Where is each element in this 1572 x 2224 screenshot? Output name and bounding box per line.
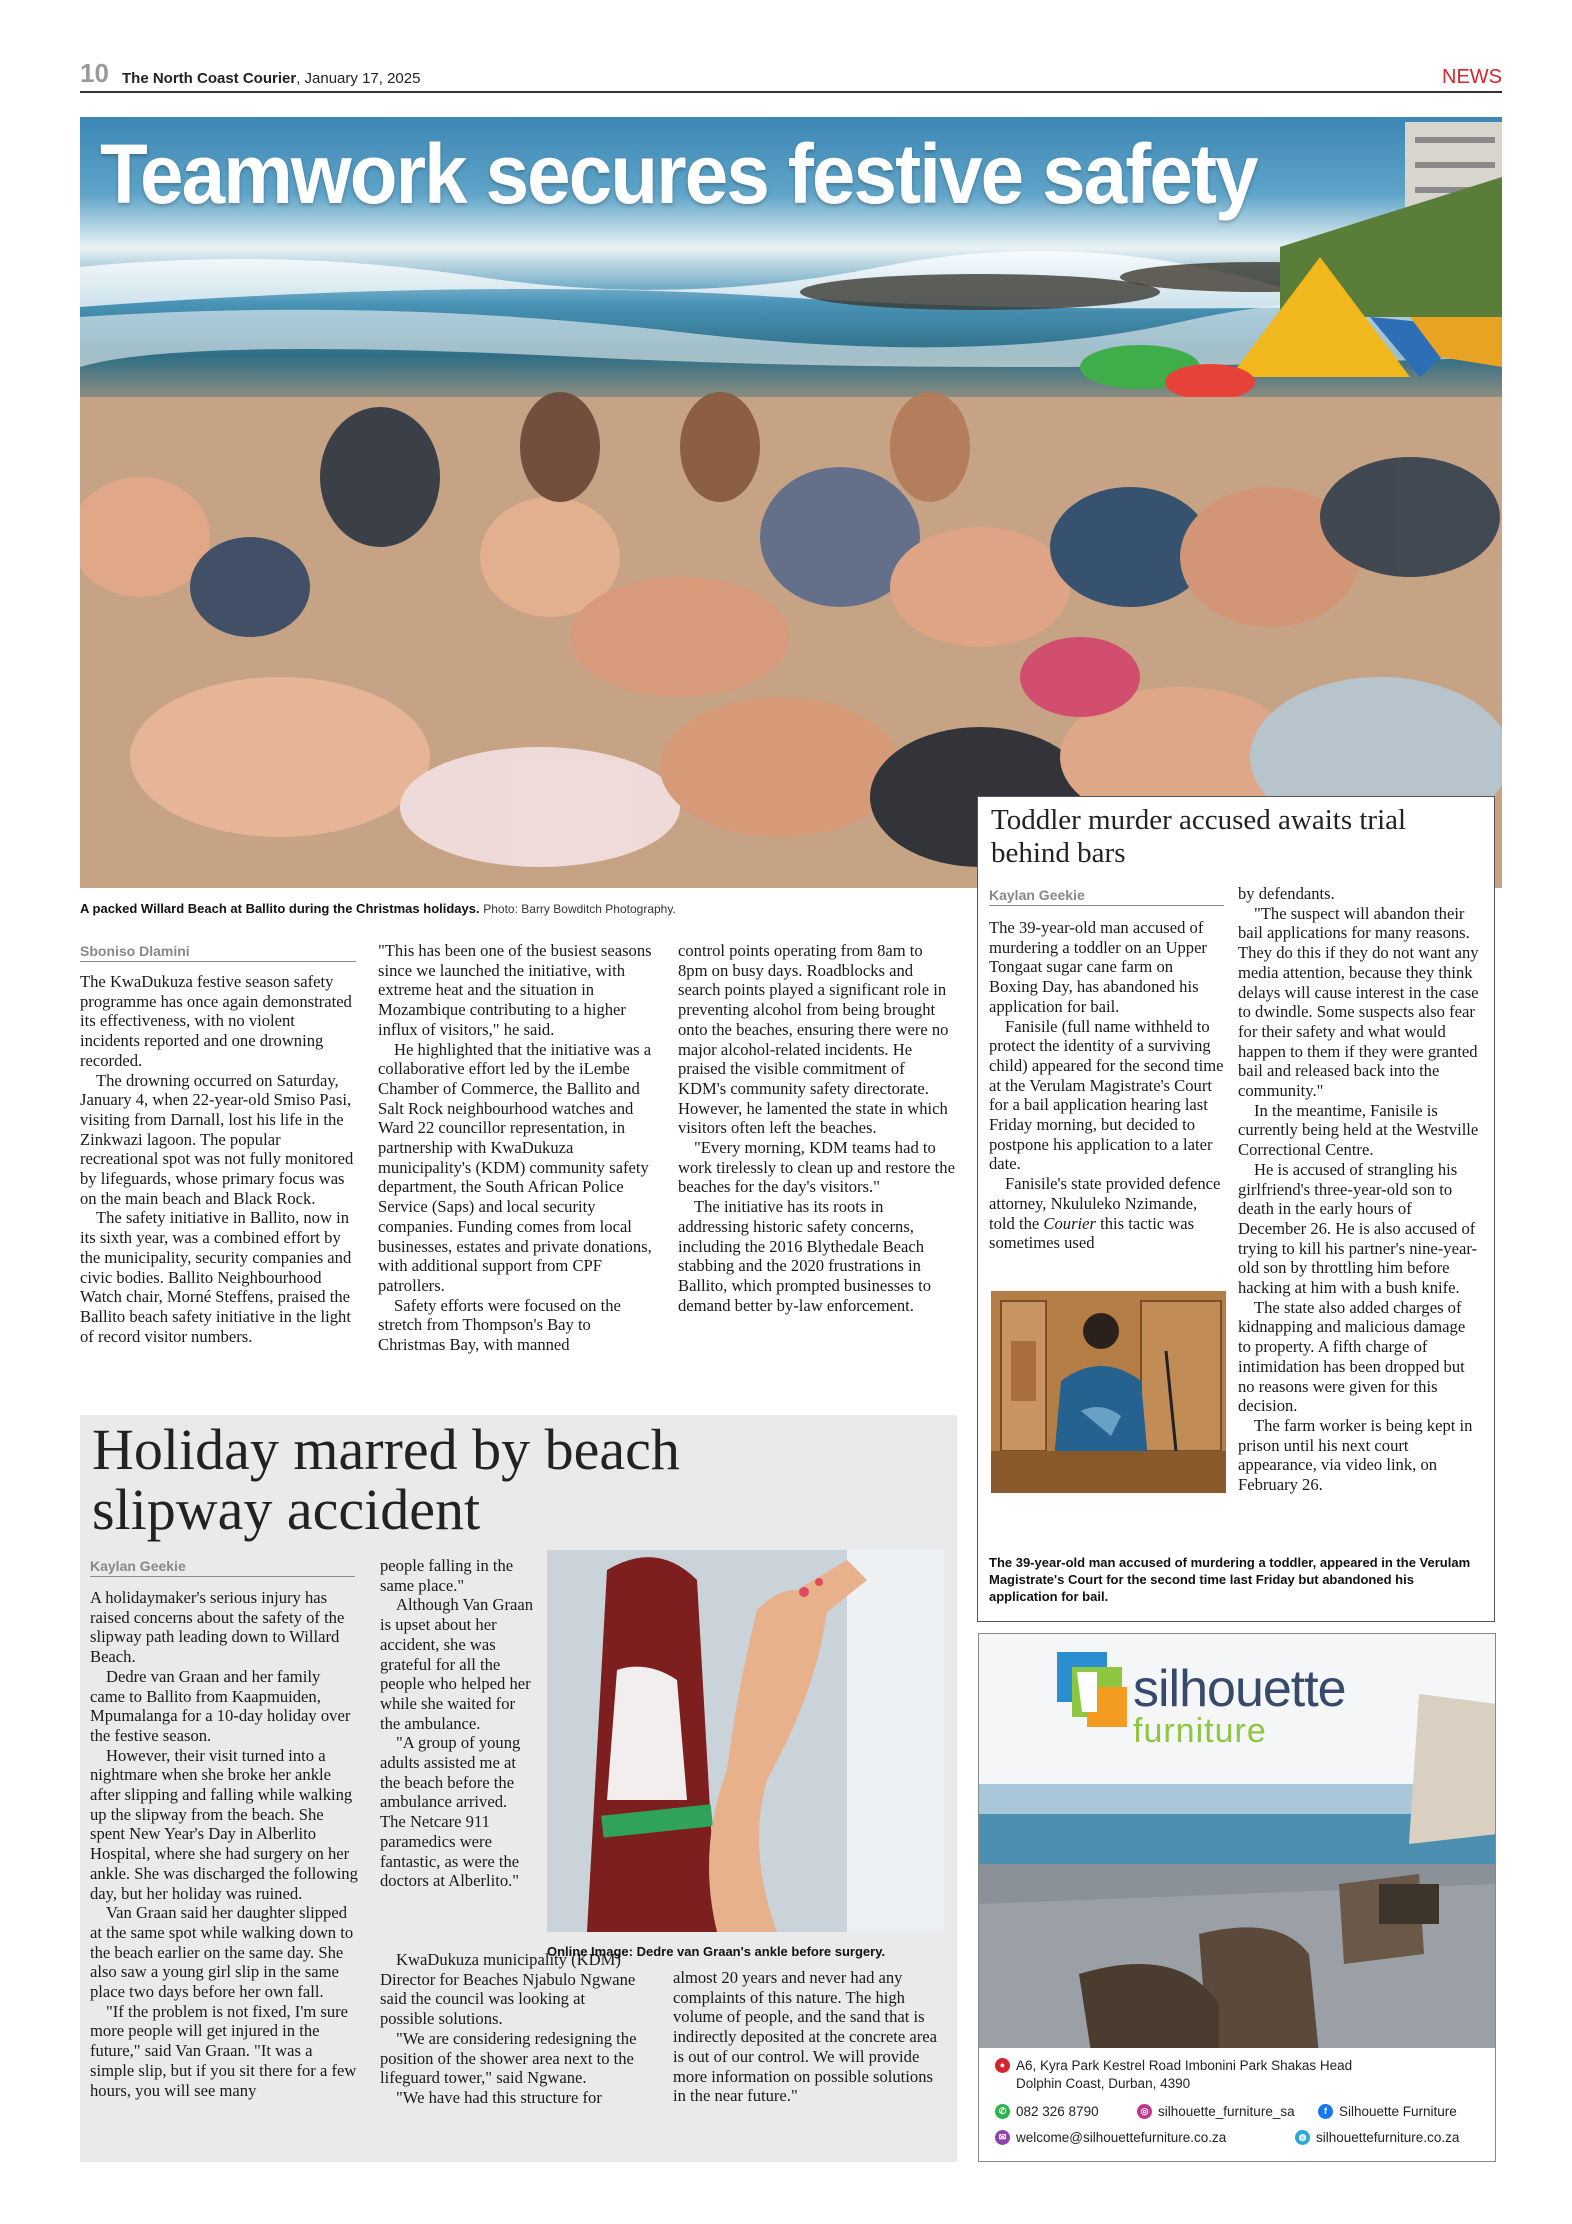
- lead-column-3: [678, 941, 956, 1315]
- lead-paragraph: The safety initiative in Ballito, now in its sixth year, was a combined effort by the municipality, security companies and civic bodies. Ballito Neighbourhood Watch chair, Morné Steffens, praised the Ballito beach safety initiative in the light of record visitor numbers.: [80, 1208, 352, 1346]
- lead-photo-credit: Photo: Barry Bowditch Photography.: [483, 902, 676, 916]
- lead-column-2: [378, 941, 654, 1355]
- court-photo-caption: The 39-year-old man accused of murdering a toddler, appeared in the Verulam Magistrate's Court for the second time last Friday but abandoned his application for bail.: [989, 1555, 1471, 1604]
- advert-address-row-2: [1016, 2076, 1190, 2091]
- lead-paragraph: "Every morning, KDM teams had to work tirelessly to clean up and restore the beaches for the day's visitors.": [678, 1138, 955, 1197]
- lead-paragraph: The drowning occurred on Saturday, January 4, when 22-year-old Smiso Pasi, visiting from Darnall, lost his life in the Zinkwazi lagoon. The popular recreational spot was not fully monitored by lifeguards, whose primary focus was on the main beach and Black Rock.: [80, 1070, 354, 1208]
- court-illustration: [991, 1291, 1226, 1493]
- toddler-text: Fanisile's state provided defence attorney, Nkululeko Nzimande, told the: [989, 1174, 1221, 1233]
- toddler-headline: Toddler murder accused awaits trial behind bars: [991, 804, 1407, 869]
- toddler-paragraph: The farm worker is being kept in prison until his next court appearance, via video link, on February 26.: [1238, 1415, 1473, 1495]
- holiday-paragraph: Dedre van Graan and her family came to Ballito from Kaapmuiden, Mpumalanga for a 10-day holiday over the festive season.: [90, 1666, 351, 1745]
- facebook-icon: f: [1318, 2104, 1333, 2119]
- toddler-column-1: [989, 918, 1225, 1253]
- ankle-photo: [547, 1550, 944, 1932]
- toddler-byline: Kaylan Geekie: [989, 887, 1224, 906]
- lead-paragraph: The initiative has its roots in addressing historic safety concerns, including the 2016 Blythedale Beach stabbing and the 2020 frustrations in Ballito, which prompted businesses to demand better by-law enforcement.: [678, 1197, 932, 1315]
- toddler-paragraph: [989, 1174, 1225, 1253]
- toddler-paragraph: Fanisile (full name withheld to protect the identity of a surviving child) appeared for the second time at the Verulam Magistrate's Court for a bail application hearing last Friday morning, but decided to postpone his application to a later date.: [989, 1016, 1224, 1174]
- advert-website[interactable]: silhouettefurniture.co.za: [1316, 2130, 1460, 2145]
- lead-photo-caption: [80, 901, 676, 916]
- toddler-paragraph: by defendants.: [1238, 884, 1335, 903]
- advert-brand-sub: furniture: [1133, 1712, 1267, 1750]
- advert-address-line2: Dolphin Coast, Durban, 4390: [1016, 2076, 1191, 2091]
- court-photo: [991, 1291, 1226, 1493]
- holiday-paragraph: However, their visit turned into a nightmare when she broke her ankle after slipping and falling while walking up the slipway from the beach. She spent New Year's Day in Alberlito Hospital, where she had surgery on her ankle. She was discharged the following day, but her holiday was ruined.: [90, 1745, 358, 1903]
- advert-facebook[interactable]: Silhouette Furniture: [1339, 2104, 1457, 2119]
- publication-date: January 17, 2025: [304, 70, 421, 87]
- advert-instagram-row: [1137, 2104, 1295, 2119]
- toddler-column-2: [1238, 884, 1480, 1495]
- holiday-headline: Holiday marred by beach slipway accident: [92, 1417, 680, 1542]
- holiday-paragraph: almost 20 years and never had any complaints of this nature. The high volume of people, and the sand that is indirectly deposited at the concrete area is out of our control. We will provide more information on possible solutions in the near future.": [673, 1968, 937, 2106]
- holiday-paragraph: A holidaymaker's serious injury has raised concerns about the safety of the slipway path leading down to Willard Beach.: [90, 1588, 345, 1667]
- instagram-icon: ◎: [1137, 2104, 1152, 2119]
- holiday-column-2b: [380, 1950, 640, 2108]
- lead-paragraph: control points operating from 8am to 8pm on busy days. Roadblocks and search points played a significant role in preventing alcohol from being brought onto the beaches, ensuring there were no major alcohol-related incidents. He praised the visible commitment of KDM's community safety directorate. However, he lamented the state in which visitors often left the beaches.: [678, 941, 949, 1138]
- toddler-paragraph: The 39-year-old man accused of murdering a toddler on an Upper Tongaat sugar cane farm on Boxing Day, has abandoned his application for bail.: [989, 918, 1207, 1016]
- advert-instagram[interactable]: silhouette_furniture_sa: [1158, 2104, 1295, 2119]
- lead-paragraph: The KwaDukuza festive season safety programme has once again demonstrated its effectiveness, with no violent incidents reported and one drowning recorded.: [80, 972, 352, 1070]
- beach-crowd-photo: [80, 117, 1502, 888]
- advert-brand: silhouette: [1133, 1660, 1346, 1718]
- toddler-paragraph: The state also added charges of kidnapping and malicious damage to property. A fifth charge of intimidation has been dropped but no reasons were given for this decision.: [1238, 1297, 1466, 1416]
- advert-email[interactable]: welcome@silhouettefurniture.co.za: [1016, 2130, 1227, 2145]
- publication-line: The North Coast Courier, January 17, 2025: [122, 70, 421, 87]
- lead-headline: Teamwork secures festive safety: [100, 127, 1257, 221]
- ankle-photo-caption: Online Image: Dedre van Graan's ankle before surgery.: [547, 1944, 886, 1959]
- holiday-column-2a: [380, 1556, 536, 1891]
- advert-phone-row: [995, 2104, 1099, 2119]
- email-icon: ✉: [995, 2130, 1010, 2145]
- toddler-text: this tactic was sometimes used: [989, 1213, 1195, 1253]
- publication-name: The North Coast Courier: [122, 70, 297, 87]
- toddler-paragraph: "The suspect will abandon their bail applications for many reasons. They do this if they do not want any media attention, because they think delays will cause interest in the case to dwindle. Some suspects also fear for their safety and what would happen to them if they were granted bail and released back into the community.": [1238, 903, 1479, 1101]
- holiday-paragraph: people falling in the same place.": [380, 1556, 514, 1595]
- toddler-paragraph: He is accused of strangling his girlfriend's three-year-old son to death in the early hours of December 26. He is also accused of trying to kill his partner's nine-year-old son by throttling him before hacking at him with a bush knife.: [1238, 1159, 1478, 1298]
- lead-byline: Sboniso Dlamini: [80, 943, 356, 962]
- lead-paragraph: "This has been one of the busiest seasons since we launched the initiative, with extreme heat and the situation in Mozambique contributing to a higher influx of visitors," he said.: [378, 941, 652, 1039]
- holiday-paragraph: "We have had this structure for: [396, 2087, 602, 2107]
- advert-address-row: [995, 2058, 1352, 2073]
- advert-address-line1: A6, Kyra Park Kestrel Road Imbonini Park Shakas Head: [1016, 2058, 1353, 2073]
- whatsapp-icon: ✆: [995, 2104, 1010, 2119]
- lead-column-1: [80, 972, 356, 1346]
- lead-caption-text: A packed Willard Beach at Ballito during the Christmas holidays.: [80, 901, 480, 916]
- holiday-paragraph: "We are considering redesigning the position of the shower area next to the lifeguard tower," said Ngwane.: [380, 2028, 637, 2088]
- lead-paragraph: Safety efforts were focused on the stretch from Thompson's Bay to Christmas Bay, with manned: [378, 1295, 621, 1355]
- holiday-paragraph: Van Graan said her daughter slipped at the same spot while walking down to the beach earlier on the same day. She also saw a young girl slip in the same place two days before her own fall.: [90, 1903, 354, 2002]
- toddler-paragraph: In the meantime, Fanisile is currently being held at the Westville Correctional Centre.: [1238, 1100, 1479, 1160]
- advert-contact-panel: [979, 2048, 1495, 2161]
- holiday-byline: Kaylan Geekie: [90, 1558, 355, 1577]
- location-pin-icon: ●: [995, 2058, 1010, 2073]
- toddler-courier-italic: Courier: [1043, 1213, 1096, 1233]
- holiday-paragraph: KwaDukuza municipality (KDM) Director for Beaches Njabulo Ngwane said the council was looking at possible solutions.: [380, 1950, 636, 2029]
- holiday-paragraph: "A group of young adults assisted me at the beach before the ambulance arrived. The Netcare 911 paramedics were fantastic, as were the doctors at Alberlito.": [380, 1733, 521, 1891]
- beach-crowd-illustration: [80, 117, 1502, 888]
- holiday-column-3: [673, 1968, 943, 2106]
- ankle-illustration: [547, 1550, 944, 1932]
- globe-icon: ◍: [1295, 2130, 1310, 2145]
- advert-phone[interactable]: 082 326 8790: [1016, 2104, 1099, 2119]
- holiday-column-1: [90, 1588, 358, 2100]
- section-label: NEWS: [1442, 66, 1502, 88]
- advert-website-row: [1295, 2130, 1459, 2145]
- lead-paragraph: He highlighted that the initiative was a collaborative effort led by the iLembe Chamber of Commerce, the Ballito and Salt Rock neighbourhood watches and Ward 22 councillor representation, in partnership with KwaDukuza municipality's (KDM) community safety department, the South African Police Service (Saps) and local security companies. Funding comes from local businesses, estates and private donations, with additional support from CPF patrollers.: [378, 1039, 652, 1295]
- page-number: 10: [80, 58, 109, 88]
- advert-email-row: [995, 2130, 1226, 2145]
- holiday-paragraph: "If the problem is not fixed, I'm sure more people will get injured in the future," said Van Graan. "It was a simple slip, but if you sit there for a few hours, you will see many: [90, 2001, 357, 2100]
- header-rule: [80, 91, 1502, 93]
- advert-facebook-row: [1318, 2104, 1457, 2119]
- holiday-paragraph: Although Van Graan is upset about her accident, she was grateful for all the people who helped her while she waited for the ambulance.: [380, 1595, 534, 1733]
- silhouette-logo-icon: [1057, 1652, 1137, 1742]
